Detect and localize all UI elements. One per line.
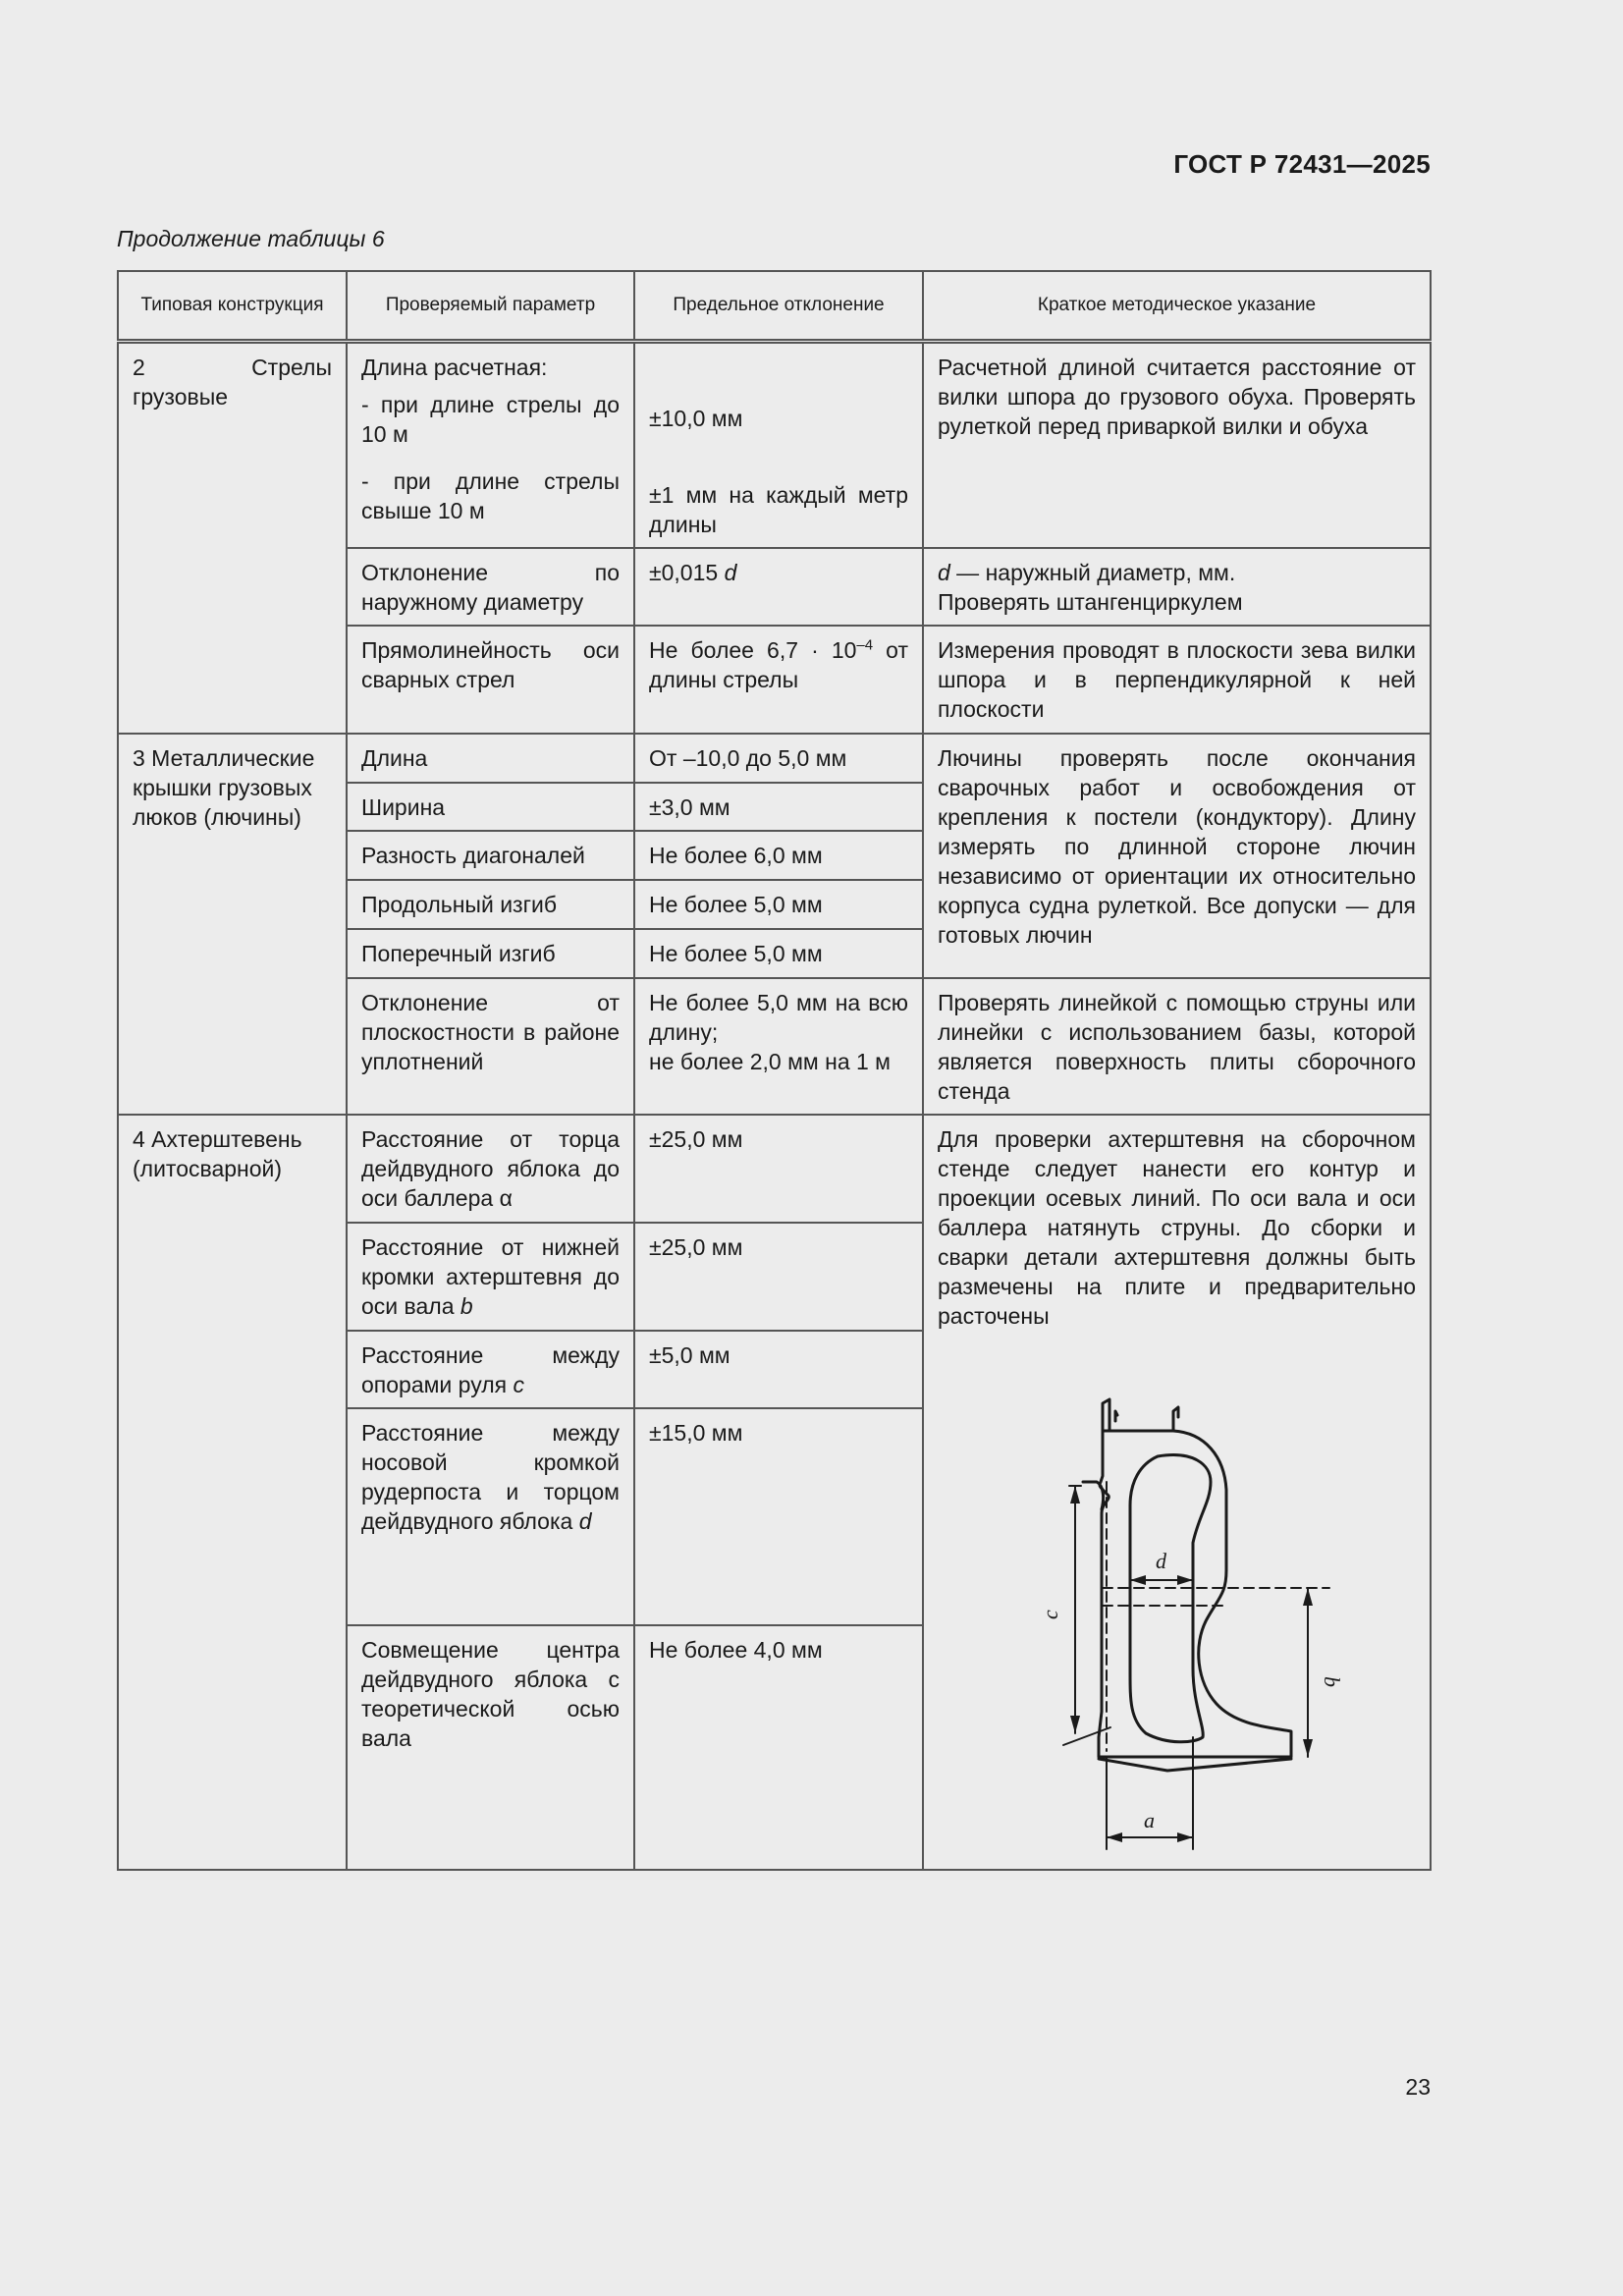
dimension-label-d: d	[1156, 1548, 1166, 1573]
construction-cell: 3 Металлические крышки грузовых люков (лючины)	[118, 734, 347, 1115]
method-cell: Проверять линейкой с помощью струны или линейки с использованием базы, которой является поверхность плиты сборочного стенда	[923, 978, 1431, 1115]
tolerance-cell: ±10,0 мм ±1 мм на каждый метр длины	[634, 342, 923, 548]
tolerance-cell: Не более 6,0 мм	[634, 831, 923, 880]
sternframe-drawing	[1001, 1388, 1354, 1869]
table-row	[118, 734, 1431, 783]
table-caption: Продолжение таблицы 6	[117, 226, 385, 251]
parameter-cell: Совмещение центра дейдвудного яблока с теоретической осью вала	[347, 1625, 634, 1870]
parameter-cell: Расстояние от нижней кромки ахтерштевня до оси вала b	[347, 1223, 634, 1331]
table-row	[118, 342, 1431, 548]
parameter-cell: Поперечный изгиб	[347, 929, 634, 978]
document-code: ГОСТ Р 72431—2025	[1173, 149, 1431, 179]
table-header-row	[118, 271, 1431, 342]
method-cell: Измерения проводят в плоскости зева вилки шпора и в перпендикулярной к ней плоскости	[923, 626, 1431, 734]
tolerance-cell: ±0,015 d	[634, 548, 923, 626]
tolerance-cell: ±25,0 мм	[634, 1223, 923, 1331]
parameter-cell: Расстояние от торца дейдвудного яблока до оси баллера α	[347, 1115, 634, 1223]
method-cell: Лючины проверять после окончания сварочных работ и освобождения от крепления к постели (кондуктору). Длину измерять по длинной стороне лючин независимо от ориентации их относительно корпуса судна рулеткой. Все допуски — для готовых лючин	[923, 734, 1431, 978]
table-row	[118, 1115, 1431, 1223]
parameter-cell: Разность диагоналей	[347, 831, 634, 880]
tolerance-cell: Не более $6,7 \cdot 10^{-4}$ от длины стрелы	[634, 626, 923, 734]
parameter-cell: Отклонение по наружному диаметру	[347, 548, 634, 626]
tolerance-cell: ±15,0 мм	[634, 1408, 923, 1625]
page-number: 23	[1405, 2074, 1431, 2100]
method-cell: Расчетной длиной считается расстояние от вилки шпора до грузового обуха. Проверять рулеткой перед приваркой вилки и обуха	[923, 342, 1431, 548]
parameter-cell: Прямолинейность оси сварных стрел	[347, 626, 634, 734]
dimension-label-c: c	[1038, 1609, 1062, 1619]
tolerance-cell: ±5,0 мм	[634, 1331, 923, 1408]
dimension-label-a: a	[1144, 1807, 1155, 1832]
tolerance-cell: От –10,0 до 5,0 мм	[634, 734, 923, 783]
dimension-label-b: b	[1320, 1675, 1344, 1687]
tolerance-cell: Не более 5,0 мм	[634, 880, 923, 929]
parameter-cell: Продольный изгиб	[347, 880, 634, 929]
column-header-construction: Типовая конструкция	[118, 271, 347, 342]
parameter-cell: Длина	[347, 734, 634, 783]
tolerance-cell: Не более 5,0 мм	[634, 929, 923, 978]
tolerance-cell: ±3,0 мм	[634, 783, 923, 831]
method-cell: Для проверки ахтерштевня на сборочном стенде следует нанести его контур и проекции осевых линий. По оси вала и оси баллера натянуть струны. До сборки и сварки детали ахтерштевня должны быть размечены на плите и предварительно расточены c d b a	[923, 1115, 1431, 1870]
tolerance-cell: ±25,0 мм	[634, 1115, 923, 1223]
parameter-cell: Расстояние между опорами руля c	[347, 1331, 634, 1408]
tolerance-table	[117, 270, 1432, 1871]
parameter-cell: Длина расчетная: - при длине стрелы до 10 м - при длине стрелы свыше 10 м	[347, 342, 634, 548]
construction-cell: 2 Стрелы грузовые	[118, 342, 347, 734]
column-header-tolerance: Предельное отклонение	[634, 271, 923, 342]
column-header-method: Краткое методическое указание	[923, 271, 1431, 342]
tolerance-cell: Не более 5,0 мм на всю длину; не более 2,0 мм на 1 м	[634, 978, 923, 1115]
parameter-cell: Отклонение от плоскостности в районе уплотнений	[347, 978, 634, 1115]
parameter-cell: Расстояние между носовой кромкой рудерпоста и торцом дейдвудного яблока d	[347, 1408, 634, 1625]
method-cell: d — наружный диаметр, мм. Проверять штангенциркулем	[923, 548, 1431, 626]
construction-cell: 4 Ахтерштевень (литосварной)	[118, 1115, 347, 1870]
tolerance-cell: Не более 4,0 мм	[634, 1625, 923, 1870]
column-header-parameter: Проверяемый параметр	[347, 271, 634, 342]
parameter-cell: Ширина	[347, 783, 634, 831]
